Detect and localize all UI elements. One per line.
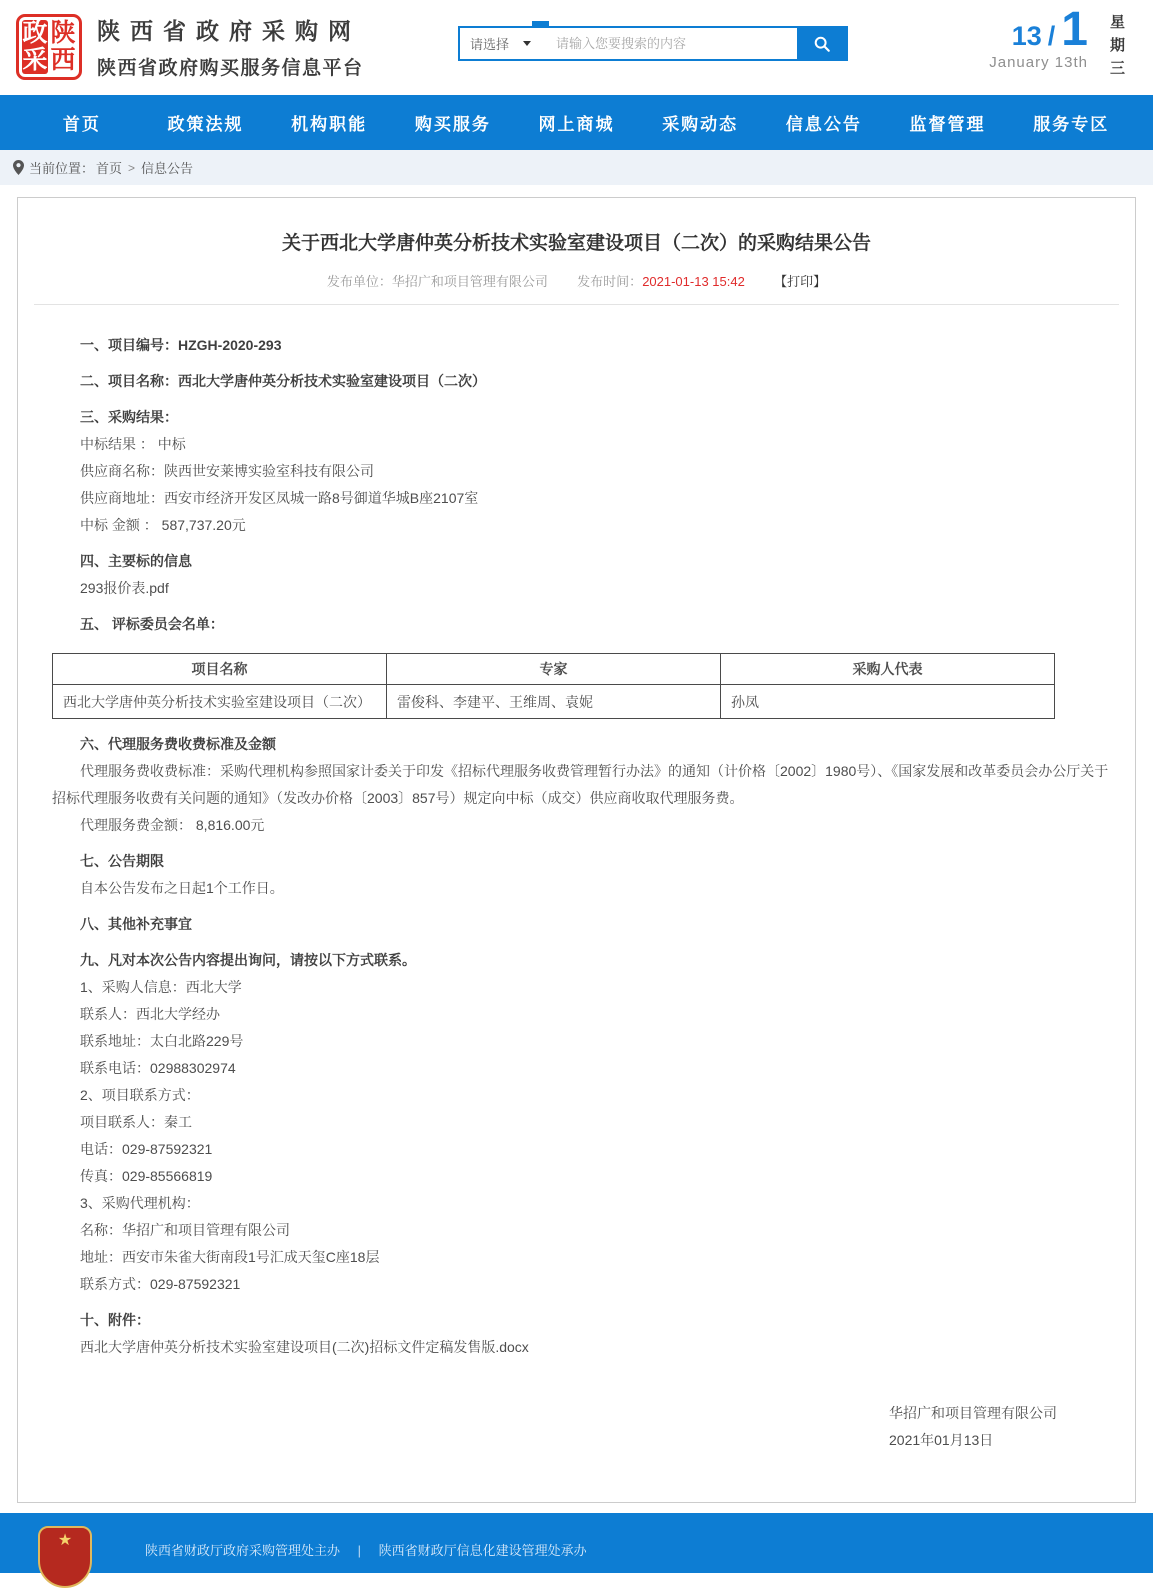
purchaser-phone-line: 联系电话：02988302974	[80, 1060, 236, 1076]
breadcrumb-current[interactable]: 信息公告	[141, 161, 194, 176]
print-button[interactable]: 【打印】	[774, 274, 827, 289]
date-display	[989, 3, 1127, 83]
attachments-heading: 十、附件：	[80, 1312, 150, 1328]
attachment-link-pdf[interactable]: 293报价表.pdf	[80, 580, 169, 596]
agency-address-line: 地址：西安市朱雀大街南段1号汇成天玺C座18层	[80, 1249, 380, 1265]
project-number-line: 一、项目编号：HZGH-2020-293	[80, 337, 282, 353]
nav-item-announcements[interactable]: 信息公告	[785, 115, 862, 134]
seal-char: 采	[22, 45, 48, 74]
footer-builder: 陕西省财政厅信息化建设管理处承办	[378, 1543, 587, 1558]
search-bar	[458, 26, 848, 61]
nav-item-online-mall[interactable]: 网上商城	[538, 115, 615, 134]
breadcrumb-label: 当前位置：	[29, 161, 95, 176]
nav-item-home[interactable]: 首页	[62, 115, 101, 134]
announcement-period-line: 自本公告发布之日起1个工作日。	[80, 880, 284, 896]
table-header-project: 项目名称	[53, 654, 387, 685]
footer-divider: |	[357, 1543, 362, 1558]
table-header-purchaser-rep: 采购人代表	[721, 654, 1055, 685]
publisher-label: 发布单位：	[326, 274, 392, 289]
table-cell-project: 西北大学唐仲英分析技术实验室建设项目（二次）	[53, 685, 387, 719]
agency-fee-amount-line: 代理服务费金额： 8,816.00元	[80, 817, 265, 833]
date-weekday: 星期三	[1108, 14, 1125, 83]
table-cell-experts: 雷俊科、李建平、王维周、袁妮	[387, 685, 721, 719]
date-day: 13	[1011, 21, 1042, 51]
date-month-name: January	[989, 54, 1050, 71]
date-separator: /	[1047, 21, 1056, 51]
supplier-address-line: 供应商地址：西安市经济开发区凤城一路8号御道华城B座2107室	[80, 490, 479, 506]
logo-seal-icon	[16, 14, 82, 80]
signature-block	[889, 1400, 1057, 1454]
bid-amount-line: 中标 金额 ： 587,737.20元	[80, 517, 246, 533]
project-name-line: 二、项目名称：西北大学唐仲英分析技术实验室建设项目（二次）	[80, 373, 486, 389]
attachment-link-docx[interactable]: 西北大学唐仲英分析技术实验室建设项目(二次)招标文件定稿发售版.docx	[80, 1339, 529, 1355]
table-cell-purchaser-rep: 孙凤	[721, 685, 1055, 719]
purchaser-address-line: 联系地址：太白北路229号	[80, 1033, 244, 1049]
article-card	[17, 197, 1136, 1503]
subject-info-heading: 四、主要标的信息	[80, 553, 192, 569]
signature-date: 2021年01月13日	[889, 1432, 994, 1448]
project-contact-heading-line: 2、项目联系方式：	[80, 1087, 200, 1103]
table-header-experts: 专家	[387, 654, 721, 685]
article-body	[18, 305, 1135, 1454]
table-row	[53, 685, 1055, 719]
search-category-value: 请选择	[470, 37, 510, 52]
result-section-heading: 三、采购结果：	[80, 409, 178, 425]
agency-fee-standard-paragraph: 代理服务费收费标准：采购代理机构参照国家计委关于印发《招标代理服务收费管理暂行办法》的通知（计价格〔2002〕1980号）、《国家发展和改革委员会办公厅关于招标代理服务收费有关问题的通知》（发改办价格〔2003〕857号）规定向中标（成交）供应商收取代理服务费。	[52, 763, 1109, 806]
committee-table	[52, 653, 1119, 719]
article-title: 关于西北大学唐仲英分析技术实验室建设项目（二次）的采购结果公告	[281, 233, 871, 254]
search-category-select[interactable]	[460, 28, 550, 59]
agency-phone-line: 联系方式：029-87592321	[80, 1276, 241, 1292]
seal-char: 西	[50, 45, 76, 74]
search-button[interactable]	[797, 28, 846, 59]
publisher-value: 华招广和项目管理有限公司	[391, 274, 548, 289]
site-subtitle: 陕西省政府购买服务信息平台	[97, 58, 364, 79]
site-logo[interactable]	[16, 13, 364, 80]
date-day-ordinal: 13th	[1054, 54, 1088, 71]
location-pin-icon	[13, 160, 24, 175]
site-header	[0, 0, 1153, 95]
nav-item-service-zone[interactable]: 服务专区	[1033, 115, 1110, 134]
publish-time-value: 2021-01-13 15:42	[642, 274, 745, 289]
project-contact-name-line: 项目联系人：秦工	[80, 1114, 192, 1130]
search-icon	[813, 35, 831, 53]
breadcrumb-home-link[interactable]: 首页	[96, 161, 123, 176]
inquiry-heading: 九、凡对本次公告内容提出询问，请按以下方式联系。	[80, 952, 416, 968]
site-title: 陕西省政府采购网	[97, 18, 361, 44]
purchaser-contact-line: 联系人：西北大学经办	[80, 1006, 220, 1022]
search-bar-tab	[532, 21, 549, 27]
signature-company: 华招广和项目管理有限公司	[889, 1405, 1057, 1421]
nav-item-policies[interactable]: 政策法规	[167, 115, 244, 134]
project-phone-line: 电话：029-87592321	[80, 1141, 213, 1157]
other-matters-heading: 八、其他补充事宜	[80, 916, 192, 932]
national-emblem-icon: ★	[38, 1526, 92, 1588]
nav-item-procurement-news[interactable]: 采购动态	[662, 115, 739, 134]
page-footer	[0, 1513, 1153, 1573]
breadcrumb-separator: >	[128, 160, 136, 175]
purchaser-info-line: 1、采购人信息：西北大学	[80, 979, 242, 995]
date-month-number: 1	[1061, 3, 1088, 56]
agency-name-line: 名称：华招广和项目管理有限公司	[80, 1222, 290, 1238]
project-fax-line: 传真：029-85566819	[80, 1168, 213, 1184]
announcement-period-heading: 七、公告期限	[80, 853, 164, 869]
breadcrumb	[0, 150, 1153, 185]
nav-item-supervision[interactable]: 监督管理	[909, 115, 986, 134]
seal-char: 陕	[50, 18, 76, 47]
footer-host: 陕西省财政厅政府采购管理处主办	[145, 1543, 341, 1558]
supplier-name-line: 供应商名称：陕西世安莱博实验室科技有限公司	[80, 463, 374, 479]
article-meta	[34, 271, 1119, 305]
publish-time-label: 发布时间：	[577, 274, 643, 289]
nav-item-functions[interactable]: 机构职能	[291, 115, 368, 134]
agency-fee-heading: 六、代理服务费收费标准及金额	[80, 736, 276, 752]
committee-heading: 五、 评标委员会名单：	[80, 616, 224, 632]
chevron-down-icon	[523, 41, 531, 46]
agency-heading-line: 3、采购代理机构：	[80, 1195, 200, 1211]
search-input[interactable]	[550, 28, 797, 59]
footer-text	[145, 1540, 587, 1559]
seal-char: 政	[22, 18, 48, 47]
main-nav	[0, 95, 1153, 150]
bid-result-line: 中标结果 ： 中标	[80, 436, 186, 452]
nav-item-purchase-services[interactable]: 购买服务	[414, 115, 491, 134]
